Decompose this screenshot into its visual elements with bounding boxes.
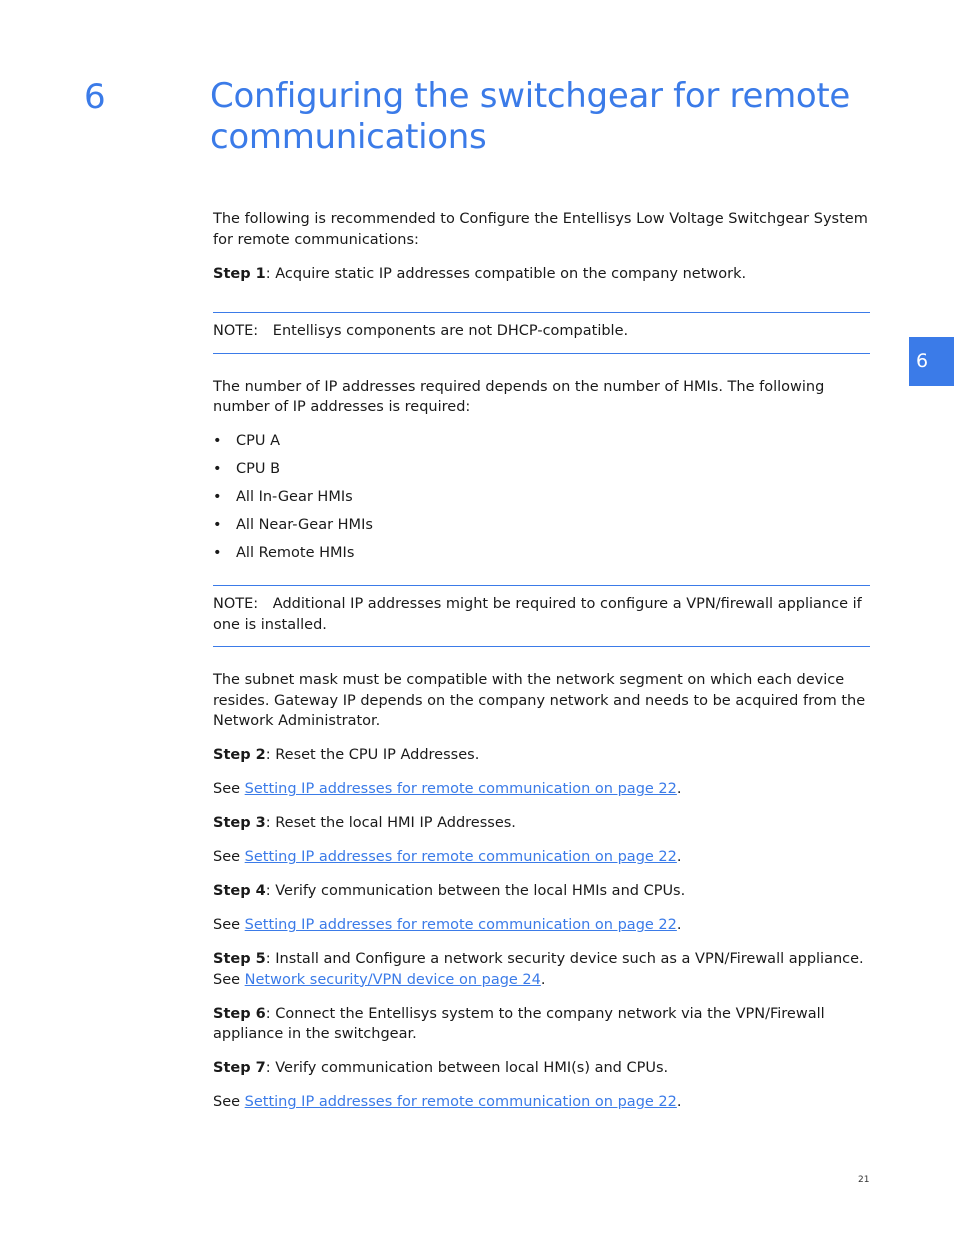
period: . (676, 849, 682, 865)
list-item (213, 459, 870, 487)
period: . (676, 781, 682, 797)
note-text: Entellisys components are not DHCP-compatible. (272, 323, 629, 339)
step-6 (213, 1004, 870, 1045)
step-label: Step 7 (213, 1060, 266, 1076)
step-5 (213, 949, 870, 990)
step-text: : Connect the Entellisys system to the company network via the VPN/Firewall appliance in the switchgear. (213, 1005, 825, 1042)
see-prefix: See (213, 849, 245, 865)
note-box (213, 585, 870, 647)
list-item (213, 515, 870, 543)
see-prefix: See (213, 917, 245, 933)
period: . (676, 1094, 682, 1110)
period: . (540, 971, 546, 988)
cross-reference-link[interactable]: Setting IP addresses for remote communication on page 22 (244, 849, 677, 865)
step-3 (213, 813, 870, 834)
see-prefix: See (213, 1094, 245, 1110)
cross-reference-link[interactable]: Setting IP addresses for remote communication on page 22 (244, 917, 677, 933)
see-reference (213, 1092, 870, 1113)
list-item-text: CPU A (236, 433, 281, 449)
step-1 (213, 264, 870, 285)
bullet-icon: • (213, 433, 222, 449)
cross-reference-link[interactable]: Setting IP addresses for remote communication on page 22 (244, 781, 677, 797)
step-4 (213, 881, 870, 902)
note-text: Additional IP addresses might be required to configure a VPN/firewall appliance if one is installed. (213, 596, 862, 633)
step-label: Step 3 (213, 815, 266, 831)
page-number: 21 (858, 1175, 870, 1185)
bullet-icon: • (213, 461, 222, 477)
bullet-icon: • (213, 489, 222, 505)
list-item (213, 543, 870, 571)
chapter-side-tab: 6 (909, 337, 954, 386)
step-label: Step 2 (213, 747, 266, 763)
page-content (213, 209, 870, 1126)
see-prefix: See (213, 781, 245, 797)
step-label: Step 4 (213, 883, 266, 899)
cross-reference-link[interactable]: Setting IP addresses for remote communication on page 22 (244, 1094, 677, 1110)
see-reference (213, 779, 870, 800)
step-text: : Reset the local HMI IP Addresses. (265, 815, 516, 831)
step-text: : Install and Configure a network security device such as a VPN/Firewall appliance. See (213, 951, 864, 988)
network-security-link[interactable]: Network security/VPN device on page 24 (244, 971, 541, 988)
note-label: NOTE: (213, 596, 259, 612)
chapter-title: Configuring the switchgear for remote communications (210, 76, 851, 157)
note-label: NOTE: (213, 323, 259, 339)
list-item-text: CPU B (236, 461, 281, 477)
bullet-icon: • (213, 517, 222, 533)
step-label: Step 5 (213, 951, 266, 967)
bullet-icon: • (213, 545, 222, 561)
step-text: : Verify communication between local HMI(s) and CPUs. (265, 1060, 669, 1076)
list-item-text: All Near-Gear HMIs (236, 517, 373, 533)
step-label: Step 1 (213, 265, 266, 282)
step-text: : Reset the CPU IP Addresses. (265, 747, 480, 763)
step-label: Step 6 (213, 1005, 266, 1022)
list-item-text: All In-Gear HMIs (236, 489, 353, 505)
period: . (676, 917, 682, 933)
note-box (213, 312, 870, 354)
step-2 (213, 745, 870, 766)
see-reference (213, 915, 870, 936)
ip-address-list (213, 431, 870, 571)
ip-count-paragraph: The number of IP addresses required depends on the number of HMIs. The following number of IP addresses is required: (213, 378, 825, 415)
intro-paragraph: The following is recommended to Configure the Entellisys Low Voltage Switchgear System for remote communications: (213, 211, 868, 248)
subnet-paragraph: The subnet mask must be compatible with the network segment on which each device resides. Gateway IP depends on the company network and needs to be acquired from the Network Administrator. (213, 672, 866, 729)
step-text: : Verify communication between the local HMIs and CPUs. (265, 883, 686, 899)
see-reference (213, 847, 870, 868)
list-item (213, 487, 870, 515)
chapter-number: 6 (84, 77, 106, 117)
list-item-text: All Remote HMIs (236, 545, 355, 561)
list-item (213, 431, 870, 459)
step-7 (213, 1058, 870, 1079)
step-text: : Acquire static IP addresses compatible on the company network. (265, 265, 747, 282)
